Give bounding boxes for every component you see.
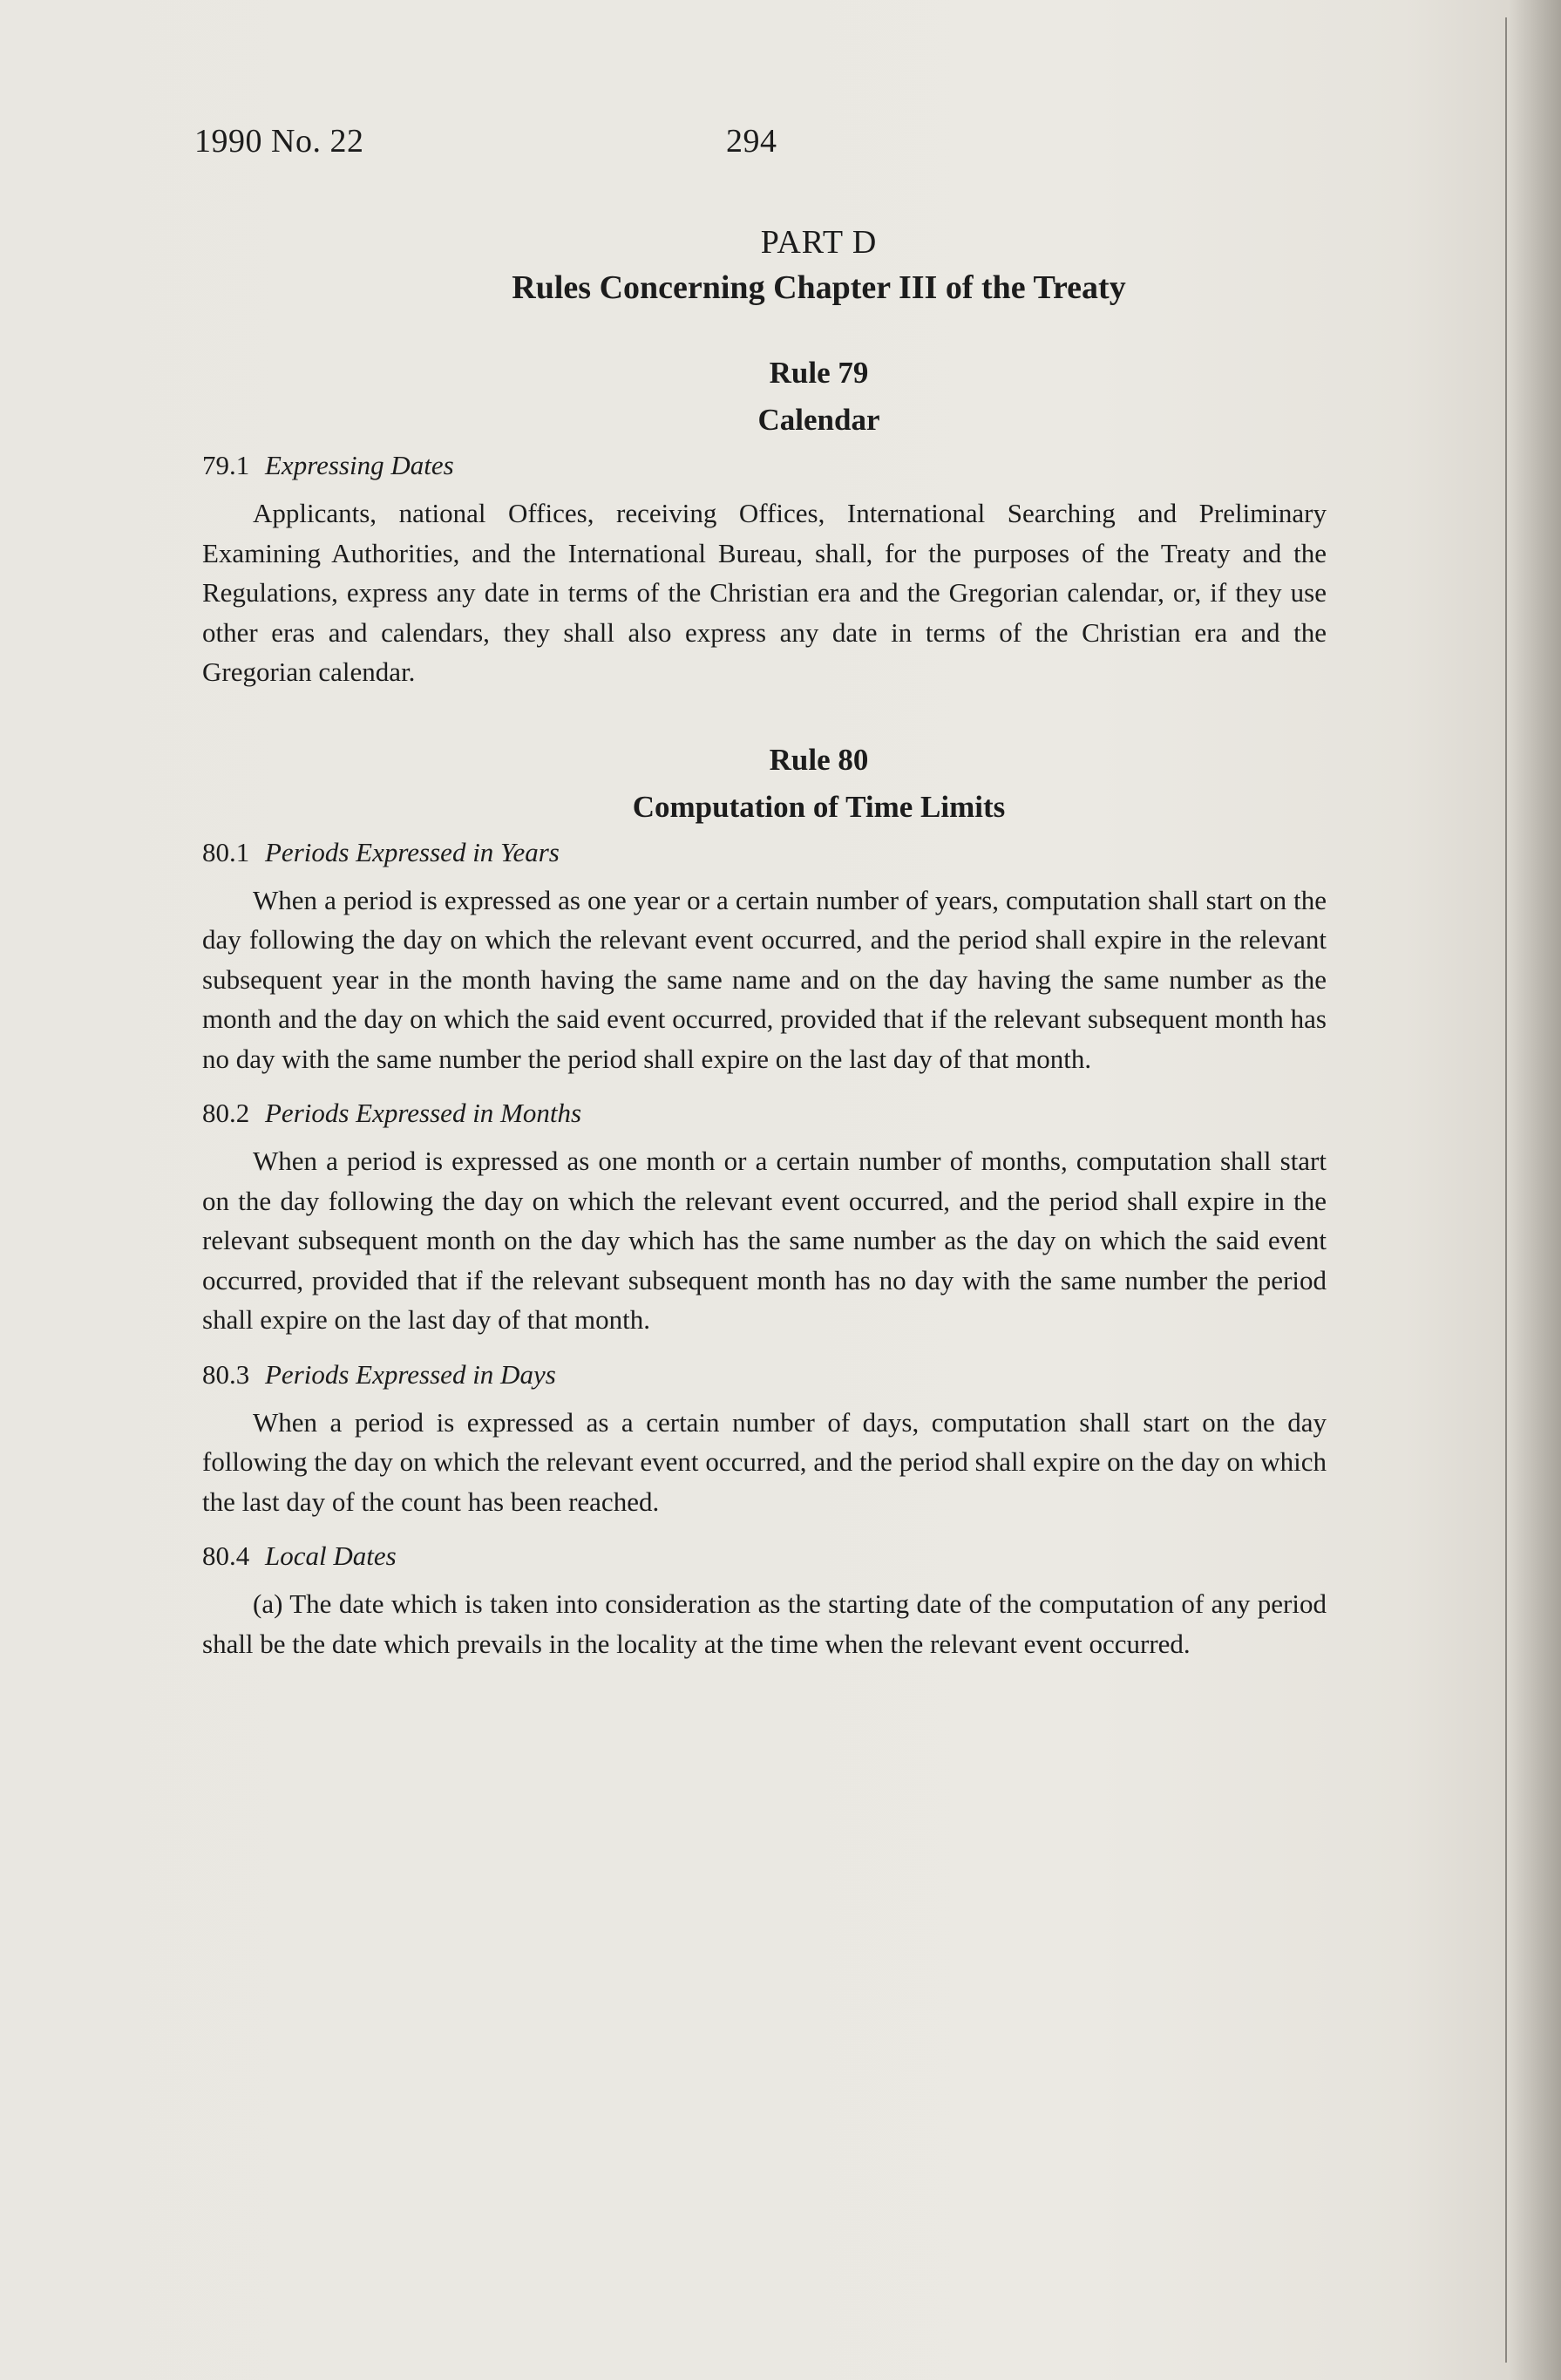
header-year-number: 1990 No. 22 (194, 123, 364, 160)
section-title: Periods Expressed in Years (265, 836, 560, 867)
rule-79-name: Calendar (757, 403, 880, 437)
rule-80-number: Rule 80 (769, 742, 869, 777)
section-title: Local Dates (265, 1540, 397, 1571)
rule-80-name: Computation of Time Limits (632, 789, 1006, 824)
section-80-3-text: When a period is expressed as a certain number of days, computation shall start on the day following the day on which the relevant event occurred, and the period shall expire on the day on which the last day of the count has been reached. (202, 1406, 1327, 1517)
chapter-title: Rules Concerning Chapter III of the Treaty (512, 269, 1126, 306)
main-column (202, 218, 1327, 1663)
section-number: 80.2 (202, 1098, 250, 1128)
section-80-3-heading (202, 1359, 1327, 1391)
section-number: 80.3 (202, 1358, 250, 1390)
section-80-1-heading (202, 837, 1327, 868)
header-page-number: 294 (726, 123, 777, 160)
section-80-4-text: (a) The date which is taken into consideration as the starting date of the computation of any period shall be the date which prevails in the locality at the time when the relevant event occurred. (202, 1588, 1327, 1659)
section-80-1-text: When a period is expressed as one year or a certain number of years, computation shall start on the day following the day on which the relevant event occurred, and the period shall expire in the relevant subsequent year in the month having the same name and on the day having the same number as the month and the day on which the said event occurred, provided that if the relevant subsequent month has no day with the same number the period shall expire on the last day of that month. (202, 884, 1327, 1074)
section-number: 79.1 (202, 450, 250, 480)
spine-shadow (1509, 0, 1561, 2380)
section-79-1-text: Applicants, national Offices, receiving Offices, International Searching and Preliminary Examining Authorities, and the International Bureau, shall, for the purposes of the Treaty and the Regulations, express any date in terms of the Christian era and the Gregorian calendar, or, if they use other eras and calendars, they shall also express any date in terms of the Christian era and the Gregorian calendar. (202, 498, 1327, 687)
section-80-2-text: When a period is expressed as one month or a certain number of months, computation shall start on the day following the day on which the relevant event occurred, and the period shall expire in the relevant subsequent month on the day which has the same number as the day on which the said event occurred, provided that if the relevant subsequent month has no day with the same number the period shall expire on the last day of that month. (202, 1146, 1327, 1335)
section-title: Expressing Dates (265, 450, 454, 480)
section-number: 80.4 (202, 1540, 250, 1571)
section-title: Periods Expressed in Months (265, 1098, 582, 1128)
section-title: Periods Expressed in Days (265, 1358, 556, 1390)
rule-79-number: Rule 79 (769, 356, 869, 390)
spine-edge (1505, 17, 1507, 2363)
part-title: PART D (760, 224, 878, 261)
section-79-1-heading (202, 450, 1327, 481)
section-number: 80.1 (202, 836, 250, 867)
section-80-4-heading (202, 1540, 1327, 1572)
section-80-2-heading (202, 1098, 1327, 1129)
